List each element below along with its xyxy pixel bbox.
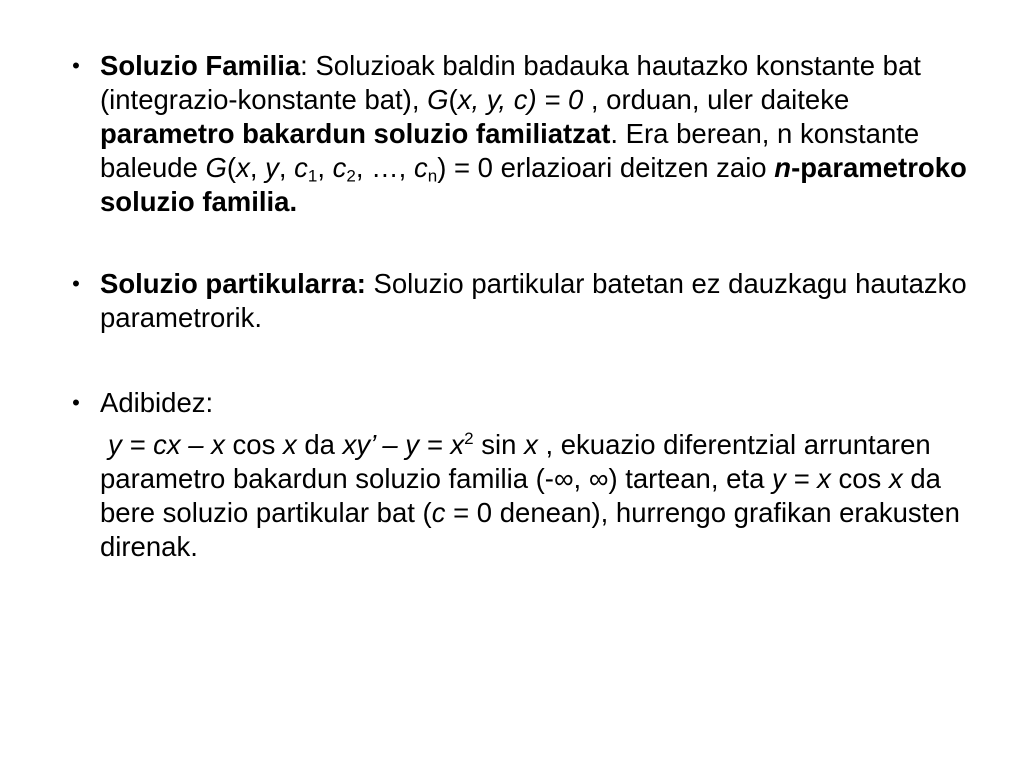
subscript: 1 bbox=[307, 166, 318, 186]
subscript: n bbox=[427, 166, 438, 186]
bullet-title: Soluzio partikularra: bbox=[100, 268, 366, 299]
bullet-title: Adibidez: bbox=[100, 387, 214, 418]
bold-phrase: -parametroko soluzio familia. bbox=[100, 152, 967, 217]
text: . Era berean, n konstante baleude bbox=[100, 118, 920, 183]
math-c: c bbox=[332, 152, 347, 183]
text: da bere soluzio partikular bat ( bbox=[100, 463, 941, 528]
text: , bbox=[249, 152, 266, 183]
text: , bbox=[278, 152, 295, 183]
math-x: x bbox=[236, 152, 250, 183]
superscript: 2 bbox=[464, 428, 474, 448]
bullet-soluzio-partikularra bbox=[72, 267, 980, 335]
bullet-soluzio-familia bbox=[72, 49, 980, 219]
bullet-dot: • bbox=[72, 390, 80, 415]
math-c: c bbox=[294, 152, 308, 183]
text: cos bbox=[224, 429, 283, 460]
math-eq: y = cx – x bbox=[108, 429, 225, 460]
math-x: x bbox=[888, 463, 903, 494]
math-c: c bbox=[431, 497, 446, 528]
math-y: y bbox=[265, 152, 279, 183]
math-n: n bbox=[774, 152, 792, 183]
math-eq: xy’ – y = x bbox=[342, 429, 465, 460]
math-x: x bbox=[524, 429, 538, 460]
bullet-adibidez bbox=[72, 386, 980, 564]
text: : Soluzioak baldin badauka hautazko konstante bat (integrazio-konstante bat), bbox=[100, 50, 921, 115]
math-g: G bbox=[205, 152, 227, 183]
text: , ekuazio diferentzial arruntaren parametro bakardun soluzio familia (-∞, ∞) tartean, eta bbox=[100, 429, 931, 494]
math-c: c bbox=[413, 152, 428, 183]
text: Soluzio partikular batetan ez dauzkagu hautazko parametrorik. bbox=[100, 268, 967, 333]
text: , bbox=[317, 152, 333, 183]
example-paragraph bbox=[100, 428, 980, 564]
bullet-title: Soluzio Familia bbox=[100, 50, 301, 81]
text: ( bbox=[448, 84, 458, 115]
text: ( bbox=[226, 152, 237, 183]
text: ) = 0 erlazioari deitzen zaio bbox=[437, 152, 775, 183]
bullet-dot: • bbox=[72, 53, 80, 78]
math-x: x bbox=[283, 429, 297, 460]
text bbox=[406, 152, 414, 183]
text: = 0 denean), hurrengo grafikan erakusten direnak. bbox=[100, 497, 960, 562]
math-g: G bbox=[427, 84, 449, 115]
math-eq: ) = 0 bbox=[527, 84, 584, 115]
text: sin bbox=[473, 429, 525, 460]
math-eq: y = x bbox=[772, 463, 831, 494]
text: , orduan, uler daiteke bbox=[583, 84, 850, 115]
bullet-dot: • bbox=[72, 271, 80, 296]
text: cos bbox=[830, 463, 889, 494]
example-start bbox=[108, 428, 225, 462]
math-vars: x, y, c bbox=[457, 84, 528, 115]
text: , …, bbox=[355, 152, 407, 183]
bold-phrase: parametro bakardun soluzio familiatzat bbox=[100, 118, 611, 149]
subscript: 2 bbox=[346, 166, 356, 186]
text: da bbox=[296, 429, 343, 460]
